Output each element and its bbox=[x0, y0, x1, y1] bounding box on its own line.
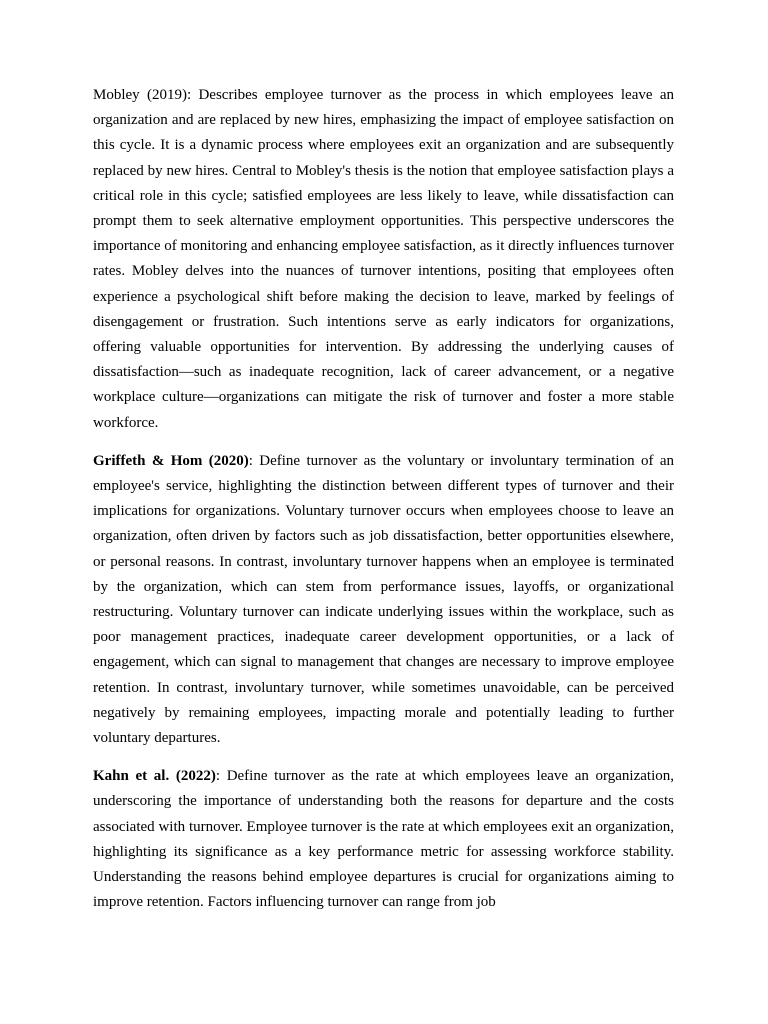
paragraph-griffeth-hom bbox=[93, 449, 674, 751]
paragraph-lead: Kahn et al. (2022) bbox=[93, 768, 216, 785]
paragraph-text: : Define turnover as the rate at which employees leave an organization, underscoring the importance of understanding both the reasons for departure and the costs associated with turnover. Employee turnover is the rate at which employees exit an organization, highlighting its significance as a key performance metric for assessing workforce stability. Understanding the reasons behind employee departures is crucial for organizations aiming to improve retention. Factors influencing turnover can range from job bbox=[93, 768, 675, 911]
paragraph-kahn bbox=[93, 764, 674, 915]
paragraph-text: : Define turnover as the voluntary or involuntary termination of an employee's service, highlighting the distinction between different types of turnover and their implications for organizations. Voluntary turnover occurs when employees choose to leave an organization, often driven by factors such as job dissatisfaction, better opportunities elsewhere, or personal reasons. In contrast, involuntary turnover happens when an employee is terminated by the organization, which can stem from performance issues, layoffs, or organizational restructuring. Voluntary turnover can indicate underlying issues within the workplace, such as poor management practices, inadequate career development opportunities, or a lack of engagement, which can signal to management that changes are necessary to improve employee retention. In contrast, involuntary turnover, while sometimes unavoidable, can be perceived negatively by remaining employees, impacting morale and potentially leading to further voluntary departures. bbox=[93, 452, 674, 747]
document-page bbox=[93, 83, 674, 929]
paragraph-lead: Griffeth & Hom (2020) bbox=[93, 452, 249, 469]
paragraph-mobley bbox=[93, 83, 674, 436]
paragraph-text: Mobley (2019): Describes employee turnover as the process in which employees leave an organization and are replaced by new hires, emphasizing the impact of employee satisfaction on this cycle. It is a dynamic process where employees exit an organization and are subsequently replaced by new hires. Central to Mobley's thesis is the notion that employee satisfaction plays a critical role in this cycle; satisfied employees are less likely to leave, while dissatisfaction can prompt them to seek alternative employment opportunities. This perspective underscores the importance of monitoring and enhancing employee satisfaction, as it directly influences turnover rates. Mobley delves into the nuances of turnover intentions, positing that employees often experience a psychological shift before making the decision to leave, marked by feelings of disengagement or frustration. Such intentions serve as early indicators for organizations, offering valuable opportunities for intervention. By addressing the underlying causes of dissatisfaction—such as inadequate recognition, lack of career advancement, or a negative workplace culture—organizations can mitigate the risk of turnover and foster a more stable workforce. bbox=[93, 87, 674, 431]
